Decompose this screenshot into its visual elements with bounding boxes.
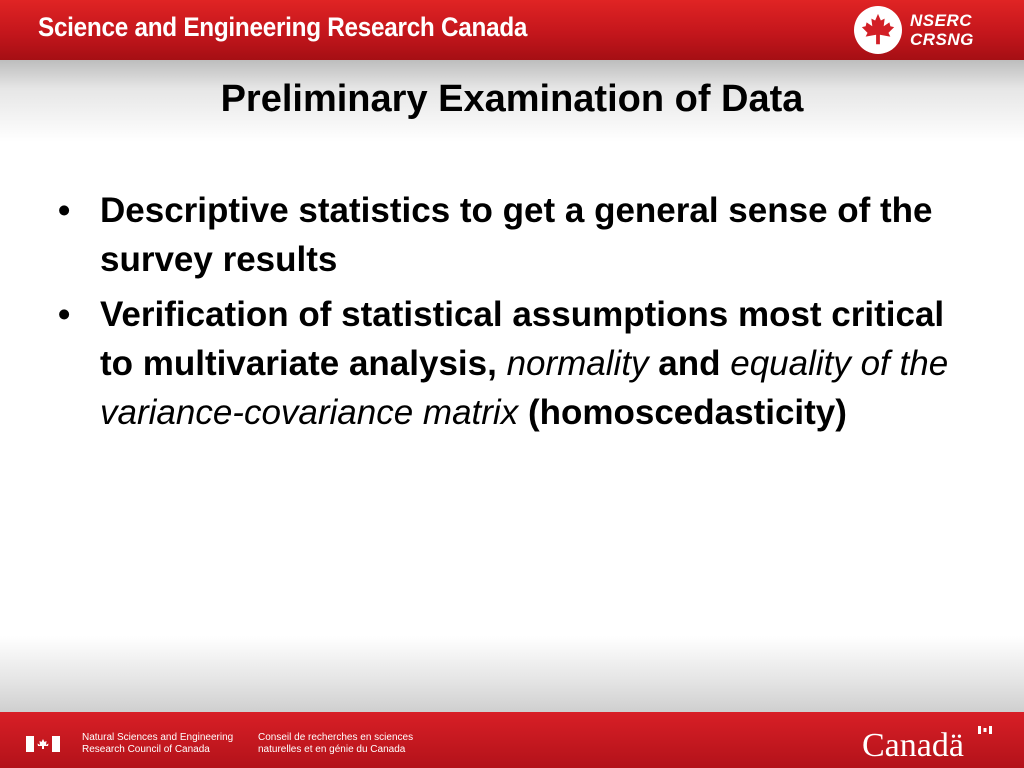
footer-fr-line: Conseil de recherches en sciences xyxy=(258,732,414,743)
maple-leaf-icon xyxy=(854,6,902,54)
logo-line-crsng: CRSNG xyxy=(910,30,974,49)
bullet-marker: • xyxy=(58,295,71,334)
canada-wordmark: Canadä xyxy=(862,727,964,764)
bullet-italic-term: equality of the variance-covariance matrix xyxy=(100,344,949,432)
footer-en-line: Research Council of Canada xyxy=(82,744,210,755)
footer-fr-line: naturelles et en génie du Canada xyxy=(258,744,406,755)
slide-title: Preliminary Examination of Data xyxy=(220,78,804,120)
bullet-text: Descriptive statistics to get a general sense of the survey results xyxy=(100,191,933,279)
bullet-list xyxy=(52,186,962,443)
nserc-logo xyxy=(854,6,1004,54)
bullet-item xyxy=(52,290,962,437)
wordmark-flag-icon xyxy=(978,726,992,734)
bullet-text: and xyxy=(648,344,731,383)
bullet-text: (homoscedasticity) xyxy=(518,393,847,432)
logo-line-nserc: NSERC xyxy=(910,11,973,30)
bullet-text: Verification of statistical assumptions most critical to multivariate analysis, xyxy=(100,295,945,383)
footer-bar xyxy=(0,712,1024,768)
bullet-item xyxy=(52,186,962,284)
footer-band xyxy=(0,636,1024,712)
header-bar xyxy=(0,0,1024,60)
logo-text xyxy=(910,11,974,49)
bullet-italic-term: normality xyxy=(506,344,649,383)
bullet-marker: • xyxy=(58,191,71,230)
footer-en-line: Natural Sciences and Engineering xyxy=(82,732,234,743)
header-title: Science and Engineering Research Canada xyxy=(38,12,528,42)
footer-english-name xyxy=(82,732,233,756)
footer-french-name xyxy=(258,732,413,756)
canada-flag-icon xyxy=(26,736,60,752)
